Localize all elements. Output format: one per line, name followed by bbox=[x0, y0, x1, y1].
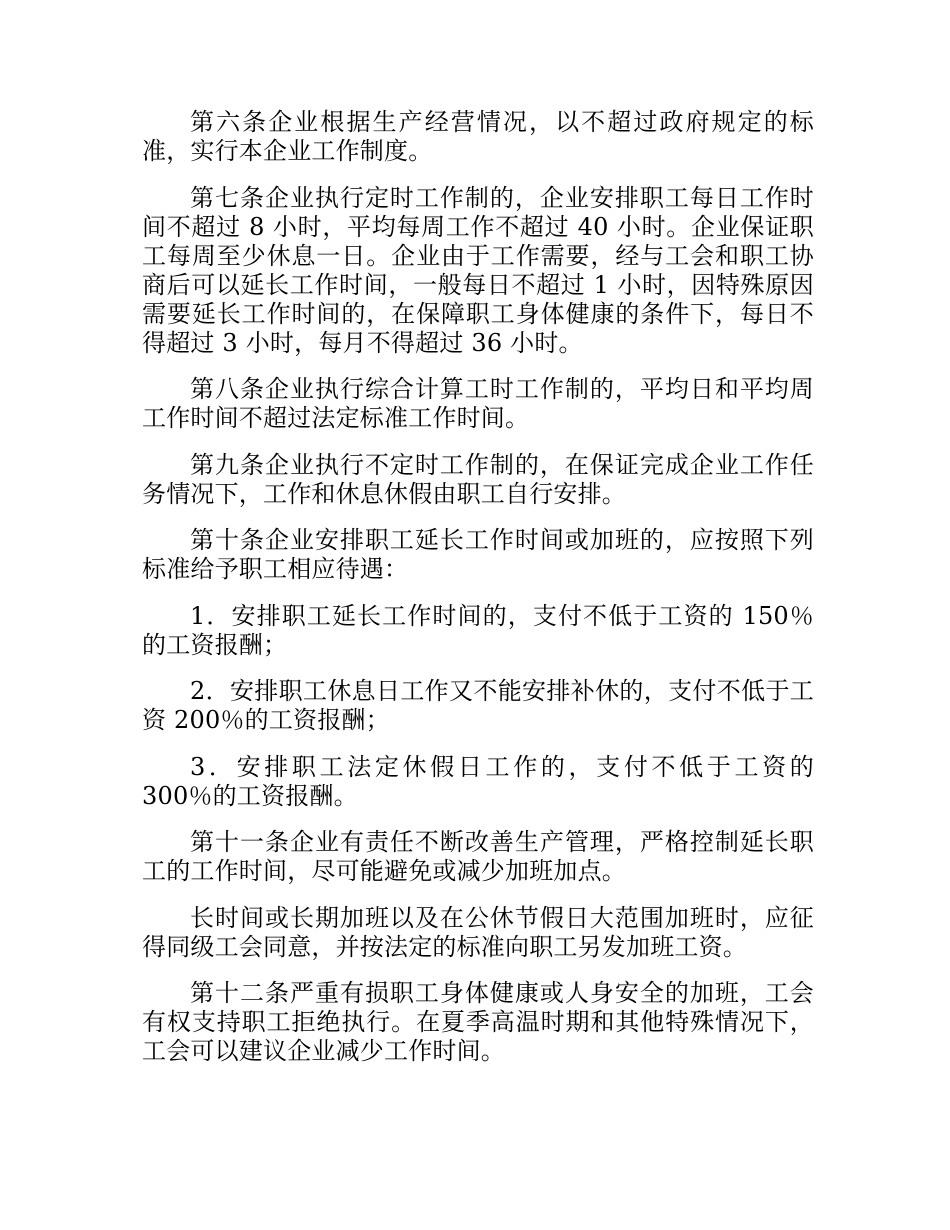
article-10-item-2: 2．安排职工休息日工作又不能安排补休的，支付不低于工资 200％的工资报酬； bbox=[142, 677, 814, 734]
article-6-paragraph: 第六条企业根据生产经营情况，以不超过政府规定的标准，实行本企业工作制度。 bbox=[142, 108, 814, 165]
article-12-paragraph: 第十二条严重有损职工身体健康或人身安全的加班，工会有权支持职工拒绝执行。在夏季高温时期和其他特殊情况下，工会可以建议企业减少工作时间。 bbox=[142, 979, 814, 1065]
document-page bbox=[142, 108, 814, 1084]
article-11-continuation: 长时间或长期加班以及在公休节假日大范围加班时，应征得同级工会同意，并按法定的标准向职工另发加班工资。 bbox=[142, 903, 814, 961]
article-10-item-1: 1．安排职工延长工作时间的，支付不低于工资的 150％的工资报酬； bbox=[142, 601, 814, 659]
article-9-paragraph: 第九条企业执行不定时工作制的，在保证完成企业工作任务情况下，工作和休息休假由职工自行安排。 bbox=[142, 450, 814, 508]
article-8-paragraph: 第八条企业执行综合计算工时工作制的，平均日和平均周工作时间不超过法定标准工作时间。 bbox=[142, 375, 814, 432]
article-11-paragraph: 第十一条企业有责任不断改善生产管理，严格控制延长职工的工作时间，尽可能避免或减少加班加点。 bbox=[142, 828, 814, 885]
article-7-paragraph: 第七条企业执行定时工作制的，企业安排职工每日工作时间不超过 8 小时，平均每周工作不超过 40 小时。企业保证职工每周至少休息一日。企业由于工作需要，经与工会和职工协商后可以延长工作时间，一般每日不超过 1 小时，因特殊原因需要延长工作时间的，在保障职工身体健康的条件下，每日不得超过 3 小时，每月不得超过 36 小时。 bbox=[142, 183, 814, 357]
article-10-item-3: 3．安排职工法定休假日工作的，支付不低于工资的 300％的工资报酬。 bbox=[142, 752, 814, 810]
article-10-paragraph: 第十条企业安排职工延长工作时间或加班的，应按照下列标准给予职工相应待遇： bbox=[142, 526, 814, 583]
